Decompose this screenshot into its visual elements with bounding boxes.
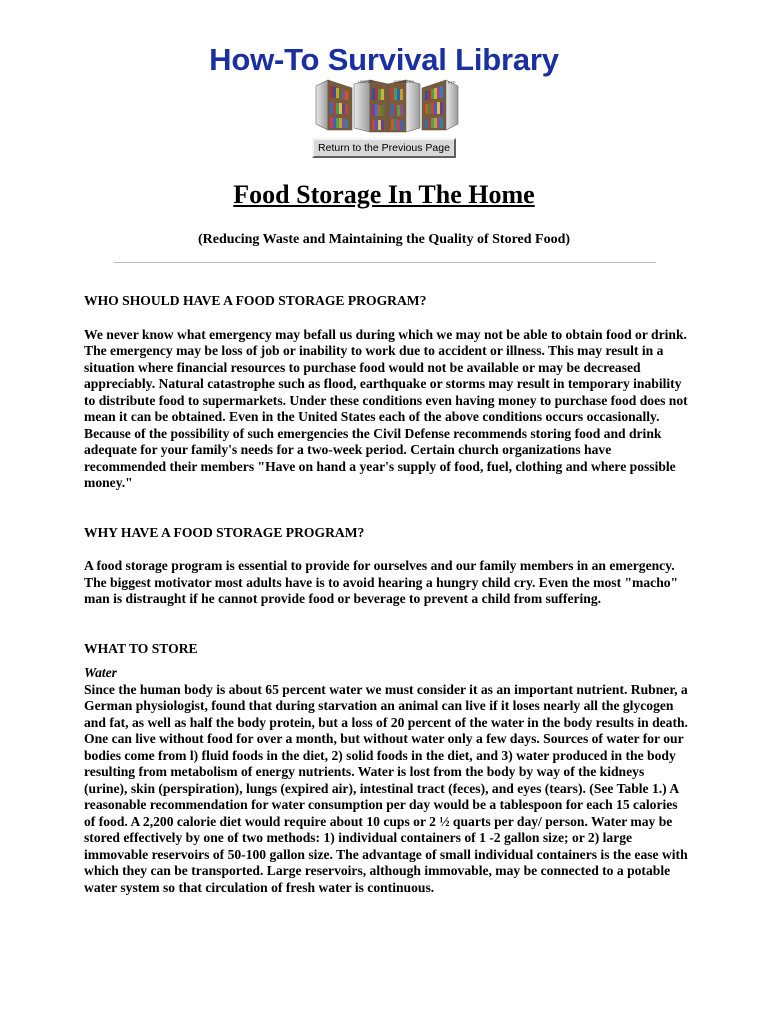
page-title: Food Storage In The Home	[233, 180, 535, 209]
section-paragraph: A food storage program is essential to provide for ourselves and our family members in an emergency. The biggest motivator most adults have is to avoid hearing a hungry child cry. Even the most "macho" man is distraught if he cannot provide food or beverage to prevent a child from suffering.	[84, 558, 679, 606]
return-previous-page-button[interactable]: Return to the Previous Page	[312, 138, 456, 158]
section-heading: WHY HAVE A FOOD STORAGE PROGRAM?	[84, 524, 365, 540]
section-paragraph: Since the human body is about 65 percent water we must consider it as an important nutrient. Rubner, a German physiologist, found that during starvation an animal can live if it loses nearly all the glycogen and fat, as well as half the body protein, but a loss of 20 percent of the water in the body results in death. One can live without food for over a month, but without water only a few days. Sources of water for our bodies come from l) fluid foods in the diet, 2) solid foods in the diet, and 3) water produced in the body resulting from metabolism of energy nutrients. Water is lost from the body by way of the kidneys (urine), skin (perspiration), lungs (expired air), intestinal tract (feces), and eyes (tears). (See Table 1.) A reasonable recommendation for water consumption per day would be a tablespoon for each 15 calories of food. A 2,200 calorie diet would require about 10 cups or 2 ½ quarts per day/ person. Water may be stored effectively by one of two methods: 1) individual containers of 1 -2 gallon size; or 2) large immovable reservoirs of 50-100 gallon size. The advantage of small individual containers is the ease with which they can be transported. Large reservoirs, although immovable, may be connected to a potable water system so that circulation of fresh water is continuous.	[84, 681, 688, 895]
shelf-label: USENET	[358, 79, 375, 84]
divider	[114, 262, 656, 263]
shelf-label: GOPHERS	[394, 79, 415, 84]
article-body	[84, 293, 688, 929]
section-heading: WHAT TO STORE	[84, 640, 198, 656]
library-shelves-image	[314, 78, 460, 134]
site-title: How-To Survival Library	[209, 42, 559, 77]
page-subtitle: (Reducing Waste and Maintaining the Quality of Stored Food)	[197, 232, 571, 247]
section-heading: WHO SHOULD HAVE A FOOD STORAGE PROGRAM?	[84, 293, 427, 308]
section-paragraph: We never know what emergency may befall us during which we may not be able to obtain food or drink. The emergency may be loss of job or inability to work due to accident or illness. This may result in a situation where financial resources to purchase food would not be available or may be decreased appreciably. Natural catastrophe such as flood, earthquake or storms may result in temporary inability to distribute food to supermarkets. Under these conditions even having money to purchase food does not mean it can be obtained. Even in the United States each of the above conditions occurs occasionally. Because of the possibility of such emergencies the Civil Defense recommends storing food and drink adequate for your family's needs for a two-week period. Certain church organizations have recommended their members "Have on hand a year's supply of food, fuel, clothing and where possible money."	[84, 326, 688, 490]
shelf-label: FTP	[448, 80, 456, 85]
subsection-heading: Water	[84, 665, 117, 680]
